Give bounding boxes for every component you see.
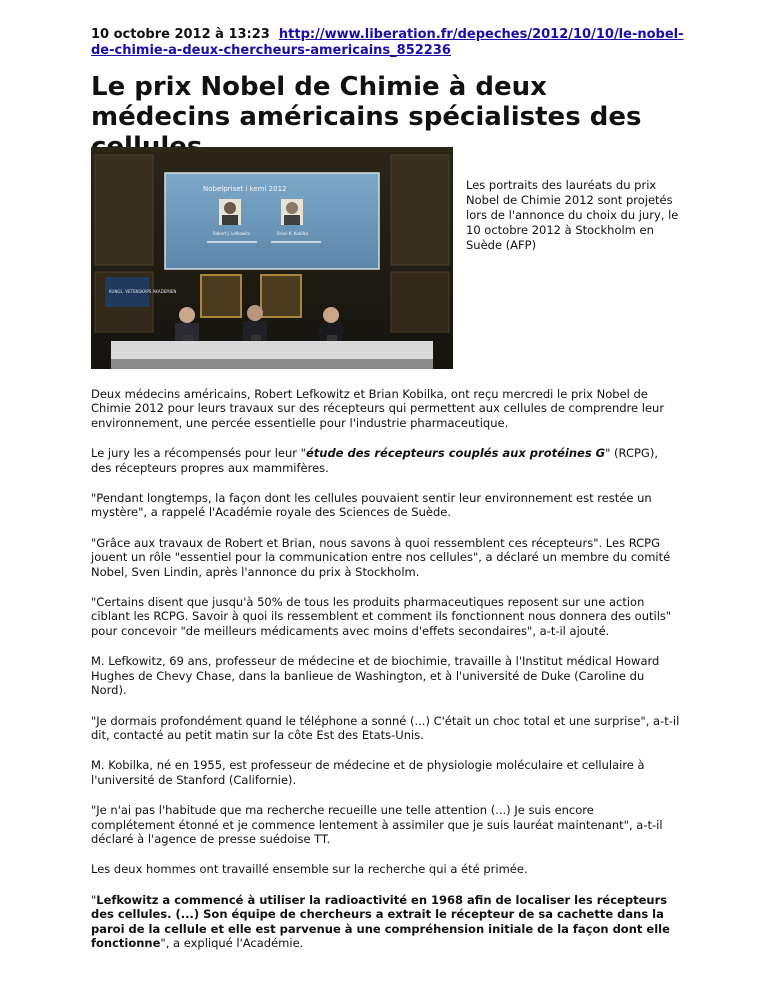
source-url-link[interactable]: http://www.liberation.fr/depeches/2012/10/10/le-nobel-de-chimie-a-deux-chercheurs-americains_852236 — [91, 27, 684, 58]
screen-heading: Nobelpriset i kemi 2012 — [203, 185, 287, 193]
paragraph: "Je n'ai pas l'habitude que ma recherche recueille une telle attention (...) Je suis encore complétement étonné et je commence lentement à assimiler que je suis lauréat maintenant", a-t-il déclaré à l'agence de presse suédoise TT. — [91, 803, 663, 846]
paragraph — [91, 446, 681, 475]
paragraph: "Certains disent que jusqu'à 50% de tous les produits pharmaceutiques reposent sur une action ciblant les RCPG. Savoir à quoi ils ressemblent et comment ils fonctionnent nous donnera des outils" pour concevoir "de meilleurs médicaments avec moins d'effets secondaires", a-t-il ajouté. — [91, 595, 672, 638]
paragraph: "Pendant longtemps, la façon dont les cellules pouvaient sentir leur environnement est restée un mystère", a rappelé l'Académie royale des Sciences de Suède. — [91, 491, 652, 520]
emphasis-text: étude des récepteurs couplés aux protéines G — [305, 446, 606, 461]
laureate-2-label: Brian K. Kobilka — [277, 231, 309, 236]
paragraph: "Je dormais profondément quand le téléphone a sonné (...) C'était un choc total et une surprise", a-t-il dit, contacté au petit matin sur la côte Est des Etats-Unis. — [91, 713, 680, 742]
article-body — [91, 387, 681, 966]
dateline — [91, 27, 691, 59]
paragraph: M. Lefkowitz, 69 ans, professeur de médecine et de biochimie, travaille à l'Institut médical Howard Hughes de Chevy Chase, dans la banlieue de Washington, et à l'université de Duke (Caroline du Nord). — [91, 654, 660, 698]
bold-quote: Lefkowitz a commencé à utiliser la radioactivité en 1968 afin de localiser les récepteurs des cellules. (...) Son équipe de chercheurs a extrait le récepteur de sa cachette dans la paroi de la cellule et elle est parvenue à une compréhension initiale de la façon dont elle fonctionne — [91, 892, 670, 950]
photo-caption: Les portraits des lauréats du prix Nobel de Chimie 2012 sont projetés lors de l'annonce du choix du jury, le 10 octobre 2012 à Stockholm en Suède (AFP) — [466, 178, 679, 252]
text-span: " — [91, 892, 97, 907]
laureate-1-label: Robert J. Lefkowitz — [213, 231, 250, 236]
paragraph — [91, 893, 681, 951]
paragraph: Deux médecins américains, Robert Lefkowitz et Brian Kobilka, ont reçu mercredi le prix Nobel de Chimie 2012 pour leurs travaux sur des récepteurs qui permettent aux cellules de comprendre leur environnement, une percée essentielle pour l'industrie pharmaceutique. — [91, 387, 665, 430]
paragraph: M. Kobilka, né en 1955, est professeur de médecine et de physiologie moléculaire et cellulaire à l'université de Stanford (Californie). — [91, 758, 645, 787]
article-title: Le prix Nobel de Chimie à deux médecins américains spécialistes des — [91, 72, 642, 132]
paragraph: Les deux hommes ont travaillé ensemble sur la recherche qui a été primée. — [91, 862, 528, 877]
text-span: " (RCPG), des récepteurs propres aux mammifères. — [91, 446, 658, 475]
article-photo — [91, 147, 453, 369]
article-date: 10 octobre 2012 à 13:23 — [91, 27, 270, 42]
text-span: ", a expliqué l'Académie. — [160, 935, 304, 950]
paragraph: "Grâce aux travaux de Robert et Brian, nous savons à quoi ressemblent ces récepteurs". Les RCPG jouent un rôle "essentiel pour la communication entre nos cellules", a déclaré un membre du comité Nobel, Sven Lindin, après l'annonce du prix à Stockholm. — [91, 535, 671, 579]
podium-text: KUNGL. VETENSKAPS AKADEMIEN — [109, 289, 177, 294]
text-span: Le jury les a récompensés pour leur " — [91, 446, 306, 461]
